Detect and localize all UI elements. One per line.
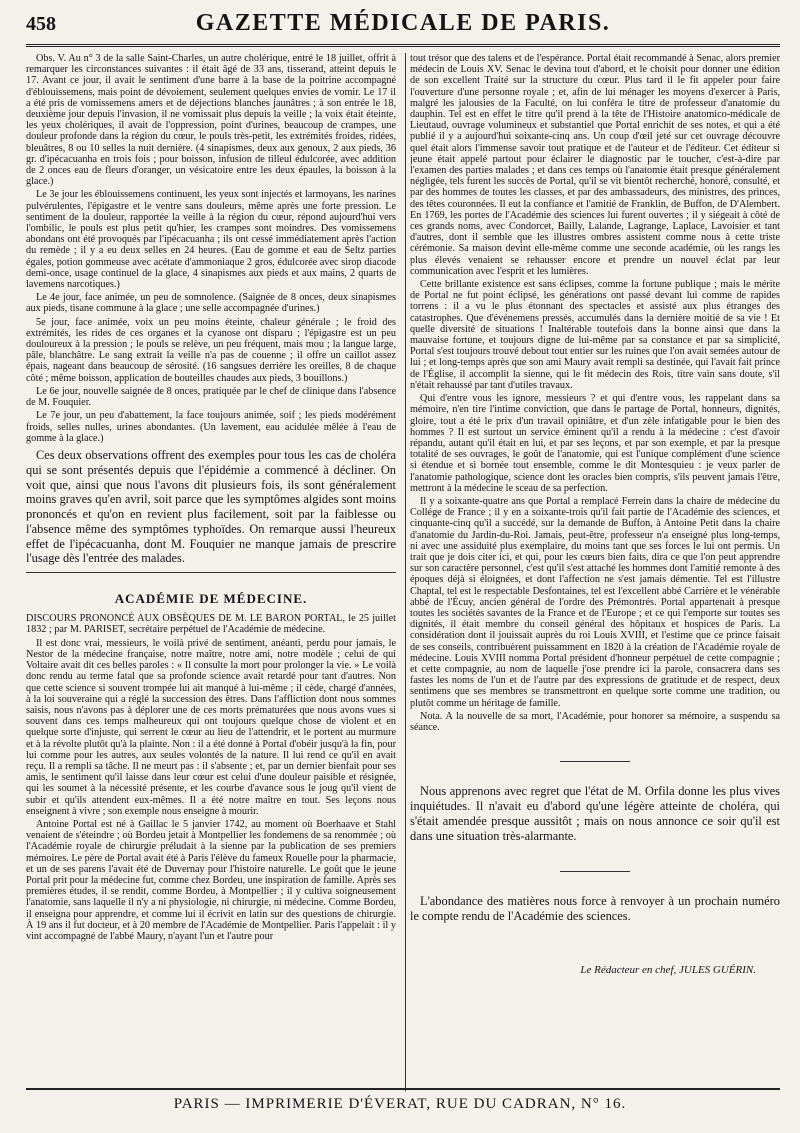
case-paragraph: Le 6e jour, nouvelle saignée de 8 onces, pratiquée par le chef de clinique dans l'absence de M. Fouquier.	[26, 385, 396, 409]
case-paragraph: Obs. V. Au n° 3 de la salle Saint-Charles, un autre cholérique, entré le 18 juillet, offrit à remarquer les circonstances suivantes : il était âgé de 33 ans, tisserand, atteint depuis le 17. Avant ce jour, il avait le sentiment d'une barre à la base de la poitrine accompagné d'éblouissemens, mais point de dévoiement, seulement quelques envies de vomir. Le 17 il a été pris de vomissemens amers et de déjections blanches jaunâtres ; à son entrée le 18, deuxième jour depuis l'invasion, il ne vomissait plus depuis la veille ; la voix était éteinte, les yeux cholériques, il avait de l'oppression, point d'urines, beaucoup de crampes, une douleur profonde dans la région du cœur, le pouls très-petit, les extrémités froides, ridées, bleuâtres, 8 ou 10 selles la nuit dernière. (4 sinapismes, deux aux genoux, 2 aux pieds, 36 gr. d'ipécacuanha en trois fois ; pour boisson, infusion de tilleul édulcorée, avec addition de 2 onces eau de fleurs d'oranger, un vésicatoire entre les deux épaules, la boisson à la glace.)	[26, 53, 396, 188]
discours-paragraph: Cette brillante existence est sans éclipses, comme la fortune publique ; mais le mérite de Portal ne fut point éclipsé, les générations ont passé devant lui comme de rapides torrens : il a vu le plus étonnant des spectacles et assisté aux plus étranges des catastrophes. Que d'événemens pressés, accumulés dans la dernière moitié de sa vie ! Et quelle diversité de situations ! Inaltérable toutefois dans la bonne ainsi que dans la mauvaise fortune, et toujours digne de lui-même par sa constance et par sa simplicité, Portal s'est toujours trouvé debout tout entier sur les ruines que l'on avait semées autour de lui ; et long-temps après que son ami Maury avait rempli sa destinée, qui l'avait fait prince de l'Église, il accomplit la sienne, qui le fit médecin des Rois, titre vain sans doute, s'il n'était rehaussé par tant d'utiles travaux.	[410, 279, 780, 391]
case-paragraph: Le 4e jour, face animée, un peu de somnolence. (Saignée de 8 onces, deux sinapismes aux pieds, tisane commune à la glace ; une selle accompagnée d'urines.)	[26, 292, 396, 315]
masthead-title: GAZETTE MÉDICALE DE PARIS.	[195, 10, 611, 36]
section-rule	[26, 572, 396, 573]
page-number: 458	[26, 13, 56, 35]
discours-heading-block	[26, 613, 396, 635]
short-rule	[560, 871, 630, 872]
discours-paragraph: Qui d'entre vous les ignore, messieurs ? et qui d'entre vous, les rappelant dans sa mémoire, n'en tire l'intime conviction, que dans le partage de Portal, honneurs, dignités, gloire, tout a été le prix d'un travail opiniâtre, et d'un zèle infatigable pour le bien des hommes ? Il est surtout un service éminent qu'il a rendu à la médecine : c'est d'avoir répandu, autant qu'il était en lui, et par ses leçons, et par son exemple, et par la presque totalité de ses ouvrages, le goût de l'anatomie, qui est l'unique complément d'une science si étendue et si bornée tout ensemble, comme le dit Montesquieu : je veux parler de l'anatomie pathologique, science dont les oracles bien compris, s'ils peuvent jamais l'être, mettront à la médecine le sceau de sa perfection.	[410, 393, 780, 494]
notice-block	[410, 894, 780, 924]
summary-block	[26, 448, 396, 566]
summary-paragraph: Ces deux observations offrent des exemples pour tous les cas de choléra qui se sont présentés depuis que l'épidémie a commencé à décliner. On voit que, ainsi que nous l'avons dit plusieurs fois, ils sont généralement moins graves qu'en avril, soit parce que les symptômes algides sont moins prononcés et qu'on en revient plus facilement, soit par la faiblesse ou l'absence même des symptômes typhoïdes. On remarque aussi l'heureux effet de l'ipécacuanha, dont M. Fouquier ne manque jamais de prescrire l'usage dès l'entrée des malades.	[26, 447, 396, 566]
nota-paragraph: Nota. A la nouvelle de sa mort, l'Académie, pour honorer sa mémoire, a suspendu sa séance.	[410, 710, 780, 733]
case-paragraph: 5e jour, face animée, voix un peu moins éteinte, chaleur générale ; le froid des extrémités, les rides de ces organes et la cyanose ont disparu ; l'épigastre est un peu douloureux à la pression ; le pouls se relève, un peu fréquent, mais mou ; la langue large, pâle, blanchâtre. Le sang extrait la veille n'a pas de couenne ; il offre un caillot assez épais, nageant dans beaucoup de sérosité. (16 sangsues derrière les oreilles, 8 de chaque côté ; même boisson, application de bouteilles chaudes aux pieds, 3 bouillons.)	[26, 316, 396, 384]
left-column	[26, 53, 396, 1095]
columns	[26, 53, 780, 1095]
discours-heading: DISCOURS PRONONCÉ AUX OBSÈQUES DE M. LE BARON PORTAL, le 25 juillet 1832 ; par M. PARISET, secrétaire perpétuel de l'Académie de médecine.	[26, 613, 396, 636]
short-rule	[560, 761, 630, 762]
page-header	[26, 10, 780, 44]
footer-rule	[26, 1088, 780, 1090]
case-paragraph: Le 7e jour, un peu d'abattement, la face toujours animée, soif ; les pieds modérément froids, selles nulles, urines abondantes. (Un lavement, eau acidulée mêlée à l'eau de gomme à la glace.)	[26, 410, 396, 444]
orfila-paragraph: Nous apprenons avec regret que l'état de M. Orfila donne les plus vives inquiétudes. Il n'avait eu d'abord qu'une légère atteinte de choléra, qui s'était amendée presque aussitôt ; mais on nous annonce ce soir qu'il est dans une situation très-alarmante.	[410, 784, 780, 843]
orfila-block	[410, 784, 780, 843]
notice-paragraph: L'abondance des matières nous force à renvoyer à un prochain numéro le compte rendu de l'Académie des sciences.	[410, 894, 780, 924]
case-observation	[26, 53, 396, 444]
discours-paragraph: Il est donc vrai, messieurs, le voilà privé de sentiment, anéanti, perdu pour jamais, le Nestor de la médecine française, notre maître, notre ami, notre modèle ; celui de qui Voltaire avait dit ces belles paroles : « Il consulte la mort pour prolonger la vie. » Le voilà donc rendu au terme fatal que sa profonde science avait retardé pour tant d'autres. Non que cette science si souvent trompée lui ait manqué à lui-même ; il cède, chargé d'années, à la loi souveraine qui a réglé la succession des êtres. Dans l'affliction dont nous sommes saisis, nous n'avons pas à déplorer une de ces morts prématurées que nous avons vues si souvent dans ces temps malheureux qui ont toujours quelque chose de violent et en quelque sorte d'injuste, qui serrent le cœur au lieu de l'attendrir, et le portent au murmure et à la révolte plutôt qu'à la plainte. Non : il a été donné à Portal d'obéir jusqu'à la fin, pour lui comme pour les autres, aux seules volontés de la nature. Il lui rend ce qu'il en avait reçu. Il a rempli sa tâche. Il ne meurt pas : il s'absente ; et, par un dernier bienfait pour ses amis, le sentiment qu'il laisse dans leur cœur est celui d'une douleur paisible et résignée, qui les soumet à la nécessité présente, et les courbe d'avance sous le joug qu'il vient de subir et qu'ils attendent eux-mêmes. Il a été notre maître en tout. Ses leçons nous enseignent à vivre ; son exemple nous enseigne à mourir.	[26, 637, 396, 817]
footer-imprint: PARIS — IMPRIMERIE D'ÉVERAT, RUE DU CADRAN, N° 16.	[173, 1096, 627, 1112]
discours-paragraph: Antoine Portal est né à Gaillac le 5 janvier 1742, au moment où Boerhaave et Stahl venaient de s'éteindre ; où Bordeu jetait à Montpellier les fondemens de sa renommée ; où l'Académie royale de chirurgie préludait à la sienne par la publication de ses premiers mémoires. Le père de Portal avait été à Paris l'élève du fameux Rouelle pour la pharmacie, et un de ses parens l'avait été de Duvernay pour l'histoire naturelle. Le goût que le jeune Portal prit pour la médecine fut, comme chez Bordeu, une inspiration de famille. Après ses premières études, il se rendit, comme Bordeu, à Montpellier ; il y cultiva soigneusement l'anatomie, sans laquelle il n'y a ni physiologie, ni chirurgie, ni médecine. Comme Bordeu, il enseigna pour apprendre, et comme lui il écrivit en latin sur des questions de chirurgie. À 19 ans il fut docteur, et à 20 membre de l'Académie de Montpellier. Paris l'appelait : il y vint accompagné de l'abbé Maury, n'ayant l'un et l'autre pour	[26, 818, 396, 942]
case-paragraph: Le 3e jour les éblouissemens continuent, les yeux sont injectés et larmoyans, les narines pulvérulentes, l'épigastre et le ventre sans douleurs, même après une forte pression. Le sentiment de la douleur, rapportée la veille à la région du cœur, répond aujourd'hui vers l'ombilic, le pouls est plus petit qu'hier, les crampes sont moindres. Des vomissemens abondans ont été provoqués par l'ipécacuanha ; ils ont cessé immédiatement après l'action du remède ; il y a eu deux selles en 24 heures. (Eau de gomme et eau de Seltz parties égales, potion gommeuse avec acétate d'ammoniaque 2 gros, édulcorée avec sirop diacode demi-once, usage continuel de la glace, 4 sinapismes aux pieds et aux mains, 2 quarts de lavemens narcotiques.)	[26, 189, 396, 291]
discours-paragraph: Il y a soixante-quatre ans que Portal a remplacé Ferrein dans la chaire de médecine du Collége de France ; il y en a soixante-trois qu'il fait partie de l'Académie des sciences, et cinquante-cinq qu'il a succédé, sur la demande de Buffon, à Antoine Petit dans la chaire d'anatomie du Jardin-du-Roi. Jamais, peut-être, professeur n'a enseigné plus long-temps, ni avec une assiduité plus exemplaire, du moins tant que ses forces le lui ont permis. Un trait que je dois citer ici, et qui, pour les cœurs bien faits, dira ce que l'on peut apprendre sur son caractère personnel, c'est qu'il s'est attaché les hommes dont l'amitié remonte à des époques déjà si éloignées, et dont l'affection ne s'est jamais démentie. Tel est l'illustre Chaptal, tel est le respectable Desfontaines, tel est l'excellent abbé Carrière et le vénérable abbé de l'Écuy, ancien général de l'ordre des Prémontrés. Portal appartenait à presque toutes les sociétés savantes de la France et de l'Europe ; et ce qui l'emporte sur toutes ses dignités, il était membre du conseil général des hôpitaux et hospices de Paris. La considération dont il jouissait auprès du roi Louis XVIII, et l'estime que ce prince faisait de ses conseils, contribuèrent puissamment en 1820 à la création de l'Académie royale de médecine. Louis XVIII nomma Portal président d'honneur perpétuel de cette compagnie ; et cette compagnie, au nom de laquelle j'ose prendre ici la parole, consacrera dans ses fastes les noms de l'un et de l'autre par des expressions de gratitude et de respect, deux sentimens que ses membres se transmettront en quelque sorte comme une tradition, ou plutôt comme un héritage de famille.	[410, 495, 780, 709]
right-column	[410, 53, 780, 1095]
header-rule	[26, 44, 780, 47]
discours-paragraph: tout trésor que des talens et de l'espérance. Portal était recommandé à Senac, alors premier médecin de Louis XV. Senac le devina tout d'abord, et le choisit pour donner une édition de son excellent Traité sur la structure du cœur. Plus tard il le fit appeler pour faire l'ouverture d'une personne royale ; et, afin de lui ménager les moyens d'exercer à Paris, malgré les jalousies de la Faculté, on lui conféra le titre de professeur d'anatomie du dauphin. Tel est en effet le titre qu'il prend à la tête de l'Histoire anatomico-médicale de Lieutaud, ouvrage volumineux et substantiel que Portal enrichit de ses notes, et qui a été publié il y a aujourd'hui soixante-cinq ans. Un coup d'œil jeté sur cet ouvrage découvre quel était alors l'immense savoir tout pratique et de l'auteur et de l'éditeur. Cet éditeur si jeune était appelé partout pour éclairer le diagnostic par le toucher, c'est-à-dire par l'examen des parties malades ; et dans ces temps où l'anatomie était presque généralement négligée, tels furent les succès de Portal, qu'il se vit bientôt recherché, honoré, consulté, et par des hommes de toutes les classes, et par des ambassadeurs, des ministres, des princes, des têtes couronnées. Il eut la confiance et l'amitié de Franklin, de Buffon, de D'Alembert. En 1769, les portes de l'Académie des sciences lui furent ouvertes ; il y siégeait à côté de ces grands noms, avec Condorcet, Bailly, Lalande, Lagrange, Laplace, Lavoisier et tant d'autres, dont il semble que les illustres ombres assistent comme nous à cette triste cérémonie. Sa maison devint elle-même comme une seconde académie, où les rangs les plus élevés venaient se rehausser encore et prendre un nouvel éclat par leur communication avec l'esprit et les lumières.	[410, 53, 780, 277]
editor-signature: Le Rédacteur en chef, JULES GUÉRIN.	[580, 963, 756, 976]
column-divider	[405, 53, 406, 1091]
section-title: ACADÉMIE DE MÉDECINE.	[114, 591, 308, 607]
